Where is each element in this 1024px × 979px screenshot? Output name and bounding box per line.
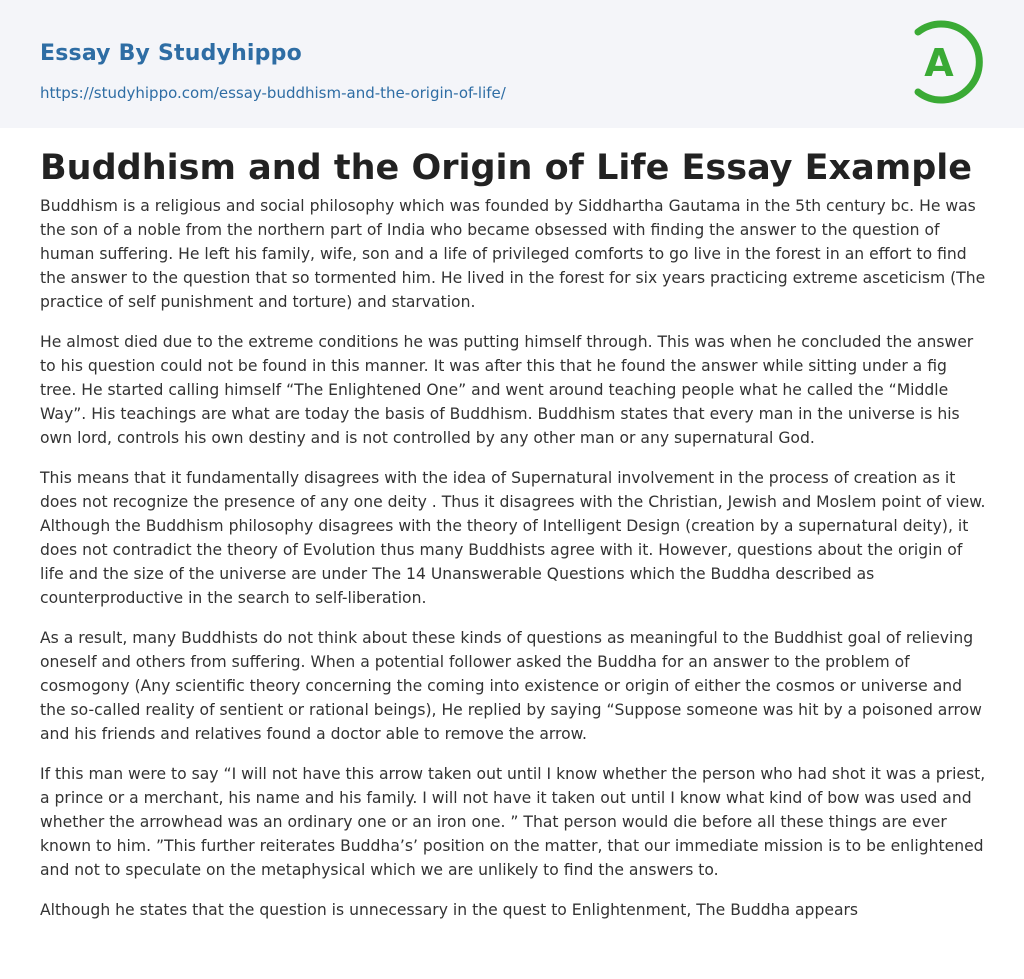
logo-letter: A bbox=[924, 41, 954, 85]
essay-paragraph: As a result, many Buddhists do not think about these kinds of questions as meaningful to the Buddhist goal of relieving oneself and others from suffering. When a potential follower asked the Buddha for an answer to the problem of cosmogony (Any scientific theory concerning the coming into existence or origin of either the cosmos or universe and the so-called reality of sentient or rational beings), He replied by saying “Suppose someone was hit by a poisoned arrow and his friends and relatives found a doctor able to remove the arrow. bbox=[40, 629, 982, 743]
essay-paragraph: If this man were to say “I will not have this arrow taken out until I know whether the person who had shot it was a priest, a prince or a merchant, his name and his family. I will not have it taken out until I know what kind of bow was used and whether the arrowhead was an ordinary one or an iron one. ” That person would die before all these things are ever known to him. ”This further reiterates Buddha’s’ position on the matter, that our immediate mission is to be enlightened and not to speculate on the metaphysical which we are unlikely to find the answers to. bbox=[40, 765, 986, 879]
essay-body bbox=[40, 194, 988, 938]
essay-paragraph: This means that it fundamentally disagrees with the idea of Supernatural involvement in the process of creation as it does not recognize the presence of any one deity . Thus it disagrees with the Christian, Jewish and Moslem point of view. Although the Buddhism philosophy disagrees with the theory of Intelligent Design (creation by a supernatural deity), it does not contradict the theory of Evolution thus many Buddhists agree with it. However, questions about the origin of life and the size of the universe are under The 14 Unanswerable Questions which the Buddha described as counterproductive in the search to self-liberation. bbox=[40, 469, 986, 607]
essay-paragraph: He almost died due to the extreme conditions he was putting himself through. This was when he concluded the answer to his question could not be found in this manner. It was after this that he found the answer while sitting under a fig tree. He started calling himself “The Enlightened One” and went around teaching people what he called the “Middle Way”. His teachings are what are today the basis of Buddhism. Buddhism states that every man in the universe is his own lord, controls his own destiny and is not controlled by any other man or any supernatural God. bbox=[40, 333, 974, 447]
essay-paragraph: Although he states that the question is unnecessary in the quest to Enlightenment, The Buddha appears bbox=[40, 901, 859, 919]
essay-paragraph: Buddhism is a religious and social philosophy which was founded by Siddhartha Gautama in the 5th century bc. He was the son of a noble from the northern part of India who became obsessed with finding the answer to the question of human suffering. He left his family, wife, son and a life of privileged comforts to go live in the forest in an effort to find the answer to the question that so tormented him. He lived in the forest for six years practicing extreme asceticism (The practice of self punishment and torture) and starvation. bbox=[40, 197, 986, 311]
page-title: Buddhism and the Origin of Life Essay Example bbox=[40, 148, 972, 188]
studyhippo-logo-icon[interactable] bbox=[910, 18, 988, 106]
site-brand[interactable]: Essay By Studyhippo bbox=[40, 41, 302, 66]
page-url-link[interactable]: https://studyhippo.com/essay-buddhism-and-the-origin-of-life/ bbox=[40, 84, 506, 102]
site-header bbox=[0, 0, 1024, 128]
